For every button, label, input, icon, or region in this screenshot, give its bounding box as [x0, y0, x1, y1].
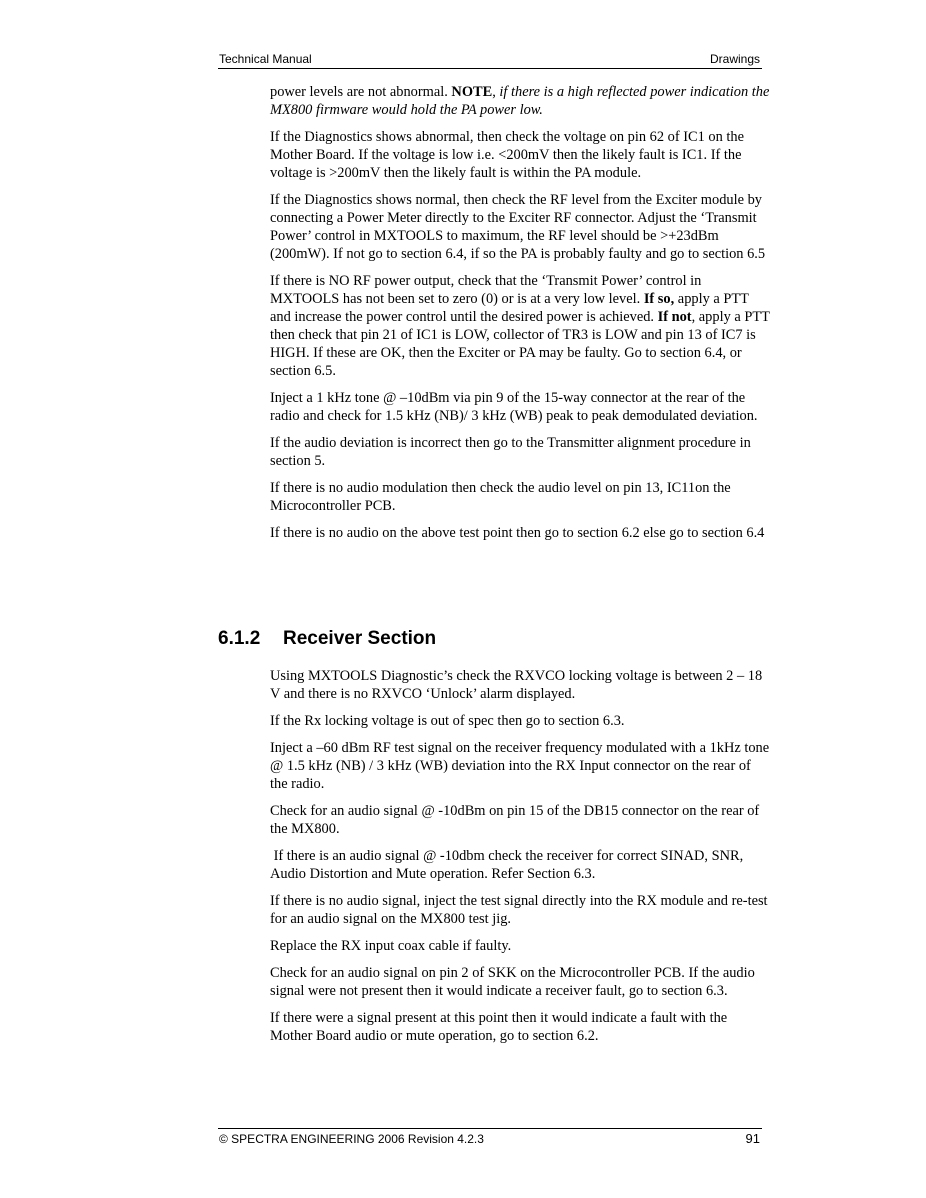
paragraph-inject-tone: Inject a 1 kHz tone @ –10dBm via pin 9 of the 15-way connector at the rear of the radio and check for 1.5 kHz (NB)/ 3 kHz (WB) peak to peak demodulated deviation. — [270, 390, 758, 424]
paragraph-replace-coax: Replace the RX input coax cable if faulty. — [270, 938, 512, 954]
paragraph-no-audio-test-point: If there is no audio on the above test point then go to section 6.2 else go to section 6.4 — [270, 525, 765, 541]
paragraph-note — [270, 83, 770, 119]
no-rf-text-c: apply a PTT and increase the power control until the desired power is achieved. — [270, 291, 749, 325]
paragraph-rxvco-check: Using MXTOOLS Diagnostic’s check the RXVCO locking voltage is between 2 – 18 V and there is no RXVCO ‘Unlock’ alarm displayed. — [270, 668, 763, 702]
page-header — [218, 50, 762, 69]
header-section-name: Drawings — [709, 52, 760, 66]
no-rf-if-not: If not — [657, 309, 692, 325]
no-rf-if-so: If so, — [643, 291, 675, 307]
section-heading-receiver — [218, 628, 436, 650]
paragraph-sinad-check: If there is an audio signal @ -10dbm check the receiver for correct SINAD, SNR, Audio Distortion and Mute operation. Refer Section 6.3. — [270, 848, 747, 882]
paragraph-mother-board-fault: If there were a signal present at this point then it would indicate a fault with the Mother Board audio or mute operation, go to section 6.2. — [270, 1010, 728, 1044]
header-manual-title: Technical Manual — [219, 52, 312, 66]
page-footer — [218, 1128, 762, 1147]
note-separator: , — [492, 84, 500, 100]
no-rf-text-a: If there is NO RF power output, check that the ‘Transmit Power’ control in MXTOOLS has not been set to zero (0) or is at a very low level. — [270, 273, 702, 307]
section-title: Receiver Section — [283, 628, 437, 649]
paragraph-inject-rf: Inject a –60 dBm RF test signal on the receiver frequency modulated with a 1kHz tone @ 1.5 kHz (NB) / 3 kHz (WB) deviation into the RX Input connector on the rear of the radio. — [270, 740, 770, 792]
paragraph-no-rf-output — [270, 272, 770, 380]
note-italic-text: if there is a high reflected power indication the MX800 firmware would hold the PA power low. — [270, 84, 770, 118]
page-number: 91 — [745, 1131, 760, 1146]
receiver-text-block — [270, 667, 770, 1045]
transmitter-text-block — [270, 83, 770, 542]
note-label: NOTE — [451, 84, 493, 100]
section-number: 6.1.2 — [218, 628, 261, 649]
paragraph-check-audio-db15: Check for an audio signal @ -10dBm on pin 15 of the DB15 connector on the rear of the MX800. — [270, 803, 760, 837]
paragraph-audio-deviation: If the audio deviation is incorrect then go to the Transmitter alignment procedure in section 5. — [270, 435, 751, 469]
paragraph-diagnostics-normal: If the Diagnostics shows normal, then check the RF level from the Exciter module by connecting a Power Meter directly to the Exciter RF connector. Adjust the ‘Transmit Power’ control in MXTOOLS to maximum, the RF level should be >+23dBm (200mW). If not go to section 6.4, if so the PA is probably faulty and go to section 6.5 — [270, 192, 766, 262]
note-lead-text: power levels are not abnormal. — [270, 84, 452, 100]
paragraph-no-audio-modulation: If there is no audio modulation then check the audio level on pin 13, IC11on the Microcontroller PCB. — [270, 480, 731, 514]
paragraph-check-skk: Check for an audio signal on pin 2 of SKK on the Microcontroller PCB. If the audio signal were not present then it would indicate a receiver fault, go to section 6.3. — [270, 965, 755, 999]
footer-copyright: © SPECTRA ENGINEERING 2006 Revision 4.2.3 — [219, 1132, 484, 1146]
no-rf-text-e: , apply a PTT then check that pin 21 of IC1 is LOW, collector of TR3 is LOW and pin 13 of IC7 is HIGH. If these are OK, then the Exciter or PA may be faulty. Go to section 6.4, or section 6.5. — [270, 309, 770, 379]
paragraph-rx-locking: If the Rx locking voltage is out of spec then go to section 6.3. — [270, 713, 625, 729]
paragraph-diagnostics-abnormal: If the Diagnostics shows abnormal, then check the voltage on pin 62 of IC1 on the Mother Board. If the voltage is low i.e. <200mV then the likely fault is IC1. If the voltage is >200mV then the likely fault is within the PA module. — [270, 129, 744, 181]
paragraph-no-audio-signal: If there is no audio signal, inject the test signal directly into the RX module and re-test for an audio signal on the MX800 test jig. — [270, 893, 768, 927]
